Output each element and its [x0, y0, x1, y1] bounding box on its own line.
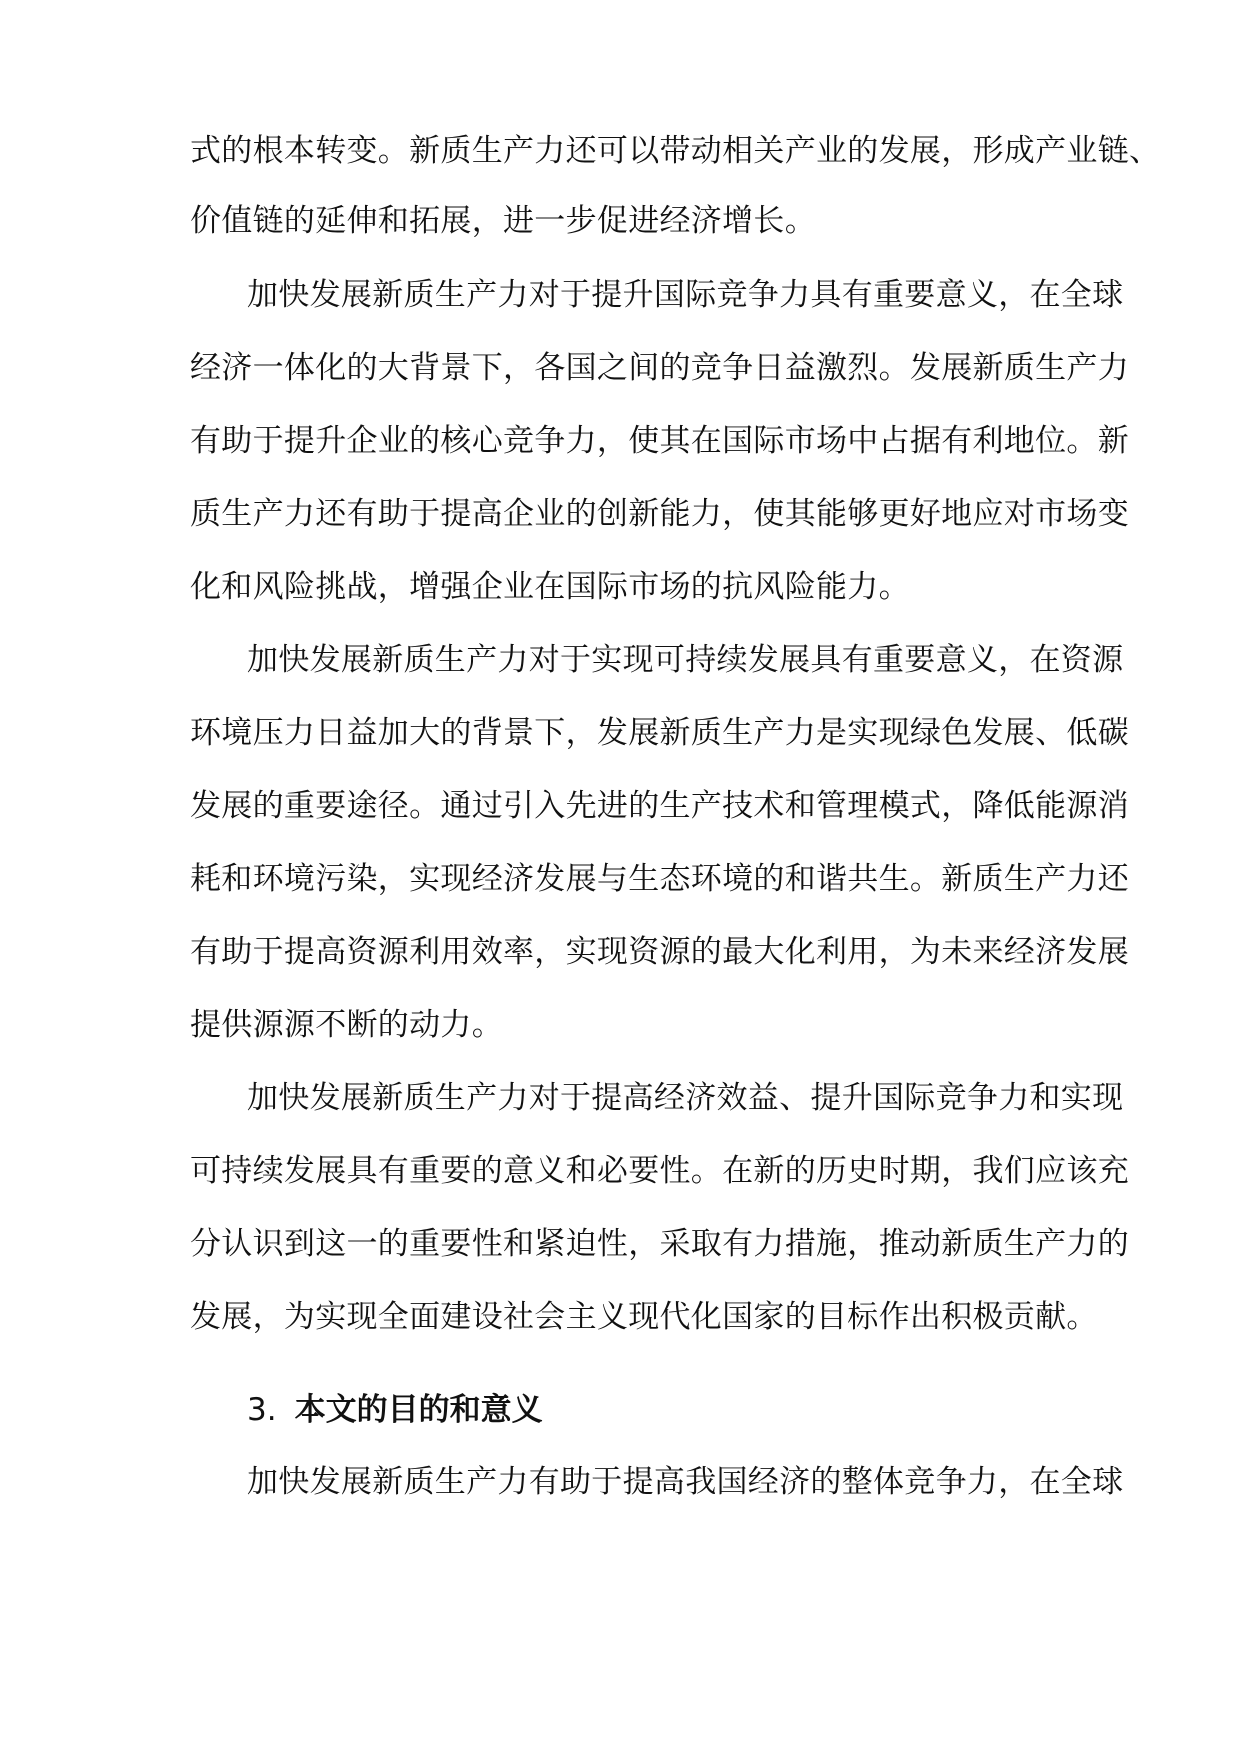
paragraph-5-line-1: 加快发展新质生产力有助于提高我国经济的整体竞争力，在全球: [247, 1464, 1124, 1500]
section-heading: [247, 1390, 543, 1430]
paragraph-1-line-2: 价值链的延伸和拓展，进一步促进经济增长。: [190, 203, 816, 239]
paragraph-2-line-3: 有助于提升企业的核心竞争力，使其在国际市场中占据有利地位。新: [190, 423, 1129, 459]
paragraph-3-line-6: 提供源源不断的动力。: [190, 1007, 503, 1043]
paragraph-3-line-2: 环境压力日益加大的背景下，发展新质生产力是实现绿色发展、低碳: [190, 715, 1129, 751]
paragraph-2-line-1: 加快发展新质生产力对于提升国际竞争力具有重要意义，在全球: [247, 277, 1124, 313]
paragraph-3-line-3: 发展的重要途径。通过引入先进的生产技术和管理模式，降低能源消: [190, 788, 1129, 824]
paragraph-1-line-1: 式的根本转变。新质生产力还可以带动相关产业的发展，形成产业链、: [190, 133, 1161, 169]
paragraph-2-line-4: 质生产力还有助于提高企业的创新能力，使其能够更好地应对市场变: [190, 496, 1129, 532]
paragraph-2-line-2: 经济一体化的大背景下，各国之间的竞争日益激烈。发展新质生产力: [190, 350, 1129, 386]
paragraph-4-line-4: 发展，为实现全面建设社会主义现代化国家的目标作出积极贡献。: [190, 1299, 1098, 1335]
section-number: 3.: [247, 1392, 277, 1428]
paragraph-4-line-1: 加快发展新质生产力对于提高经济效益、提升国际竞争力和实现: [247, 1080, 1124, 1116]
paragraph-4-line-3: 分认识到这一的重要性和紧迫性，采取有力措施，推动新质生产力的: [190, 1226, 1129, 1262]
paragraph-3-line-1: 加快发展新质生产力对于实现可持续发展具有重要意义，在资源: [247, 642, 1124, 678]
section-title: 本文的目的和意义: [294, 1392, 543, 1428]
paragraph-3-line-5: 有助于提高资源利用效率，实现资源的最大化利用，为未来经济发展: [190, 934, 1129, 970]
paragraph-3-line-4: 耗和环境污染，实现经济发展与生态环境的和谐共生。新质生产力还: [190, 861, 1129, 897]
paragraph-2-line-5: 化和风险挑战，增强企业在国际市场的抗风险能力。: [190, 569, 910, 605]
paragraph-4-line-2: 可持续发展具有重要的意义和必要性。在新的历史时期，我们应该充: [190, 1153, 1129, 1189]
